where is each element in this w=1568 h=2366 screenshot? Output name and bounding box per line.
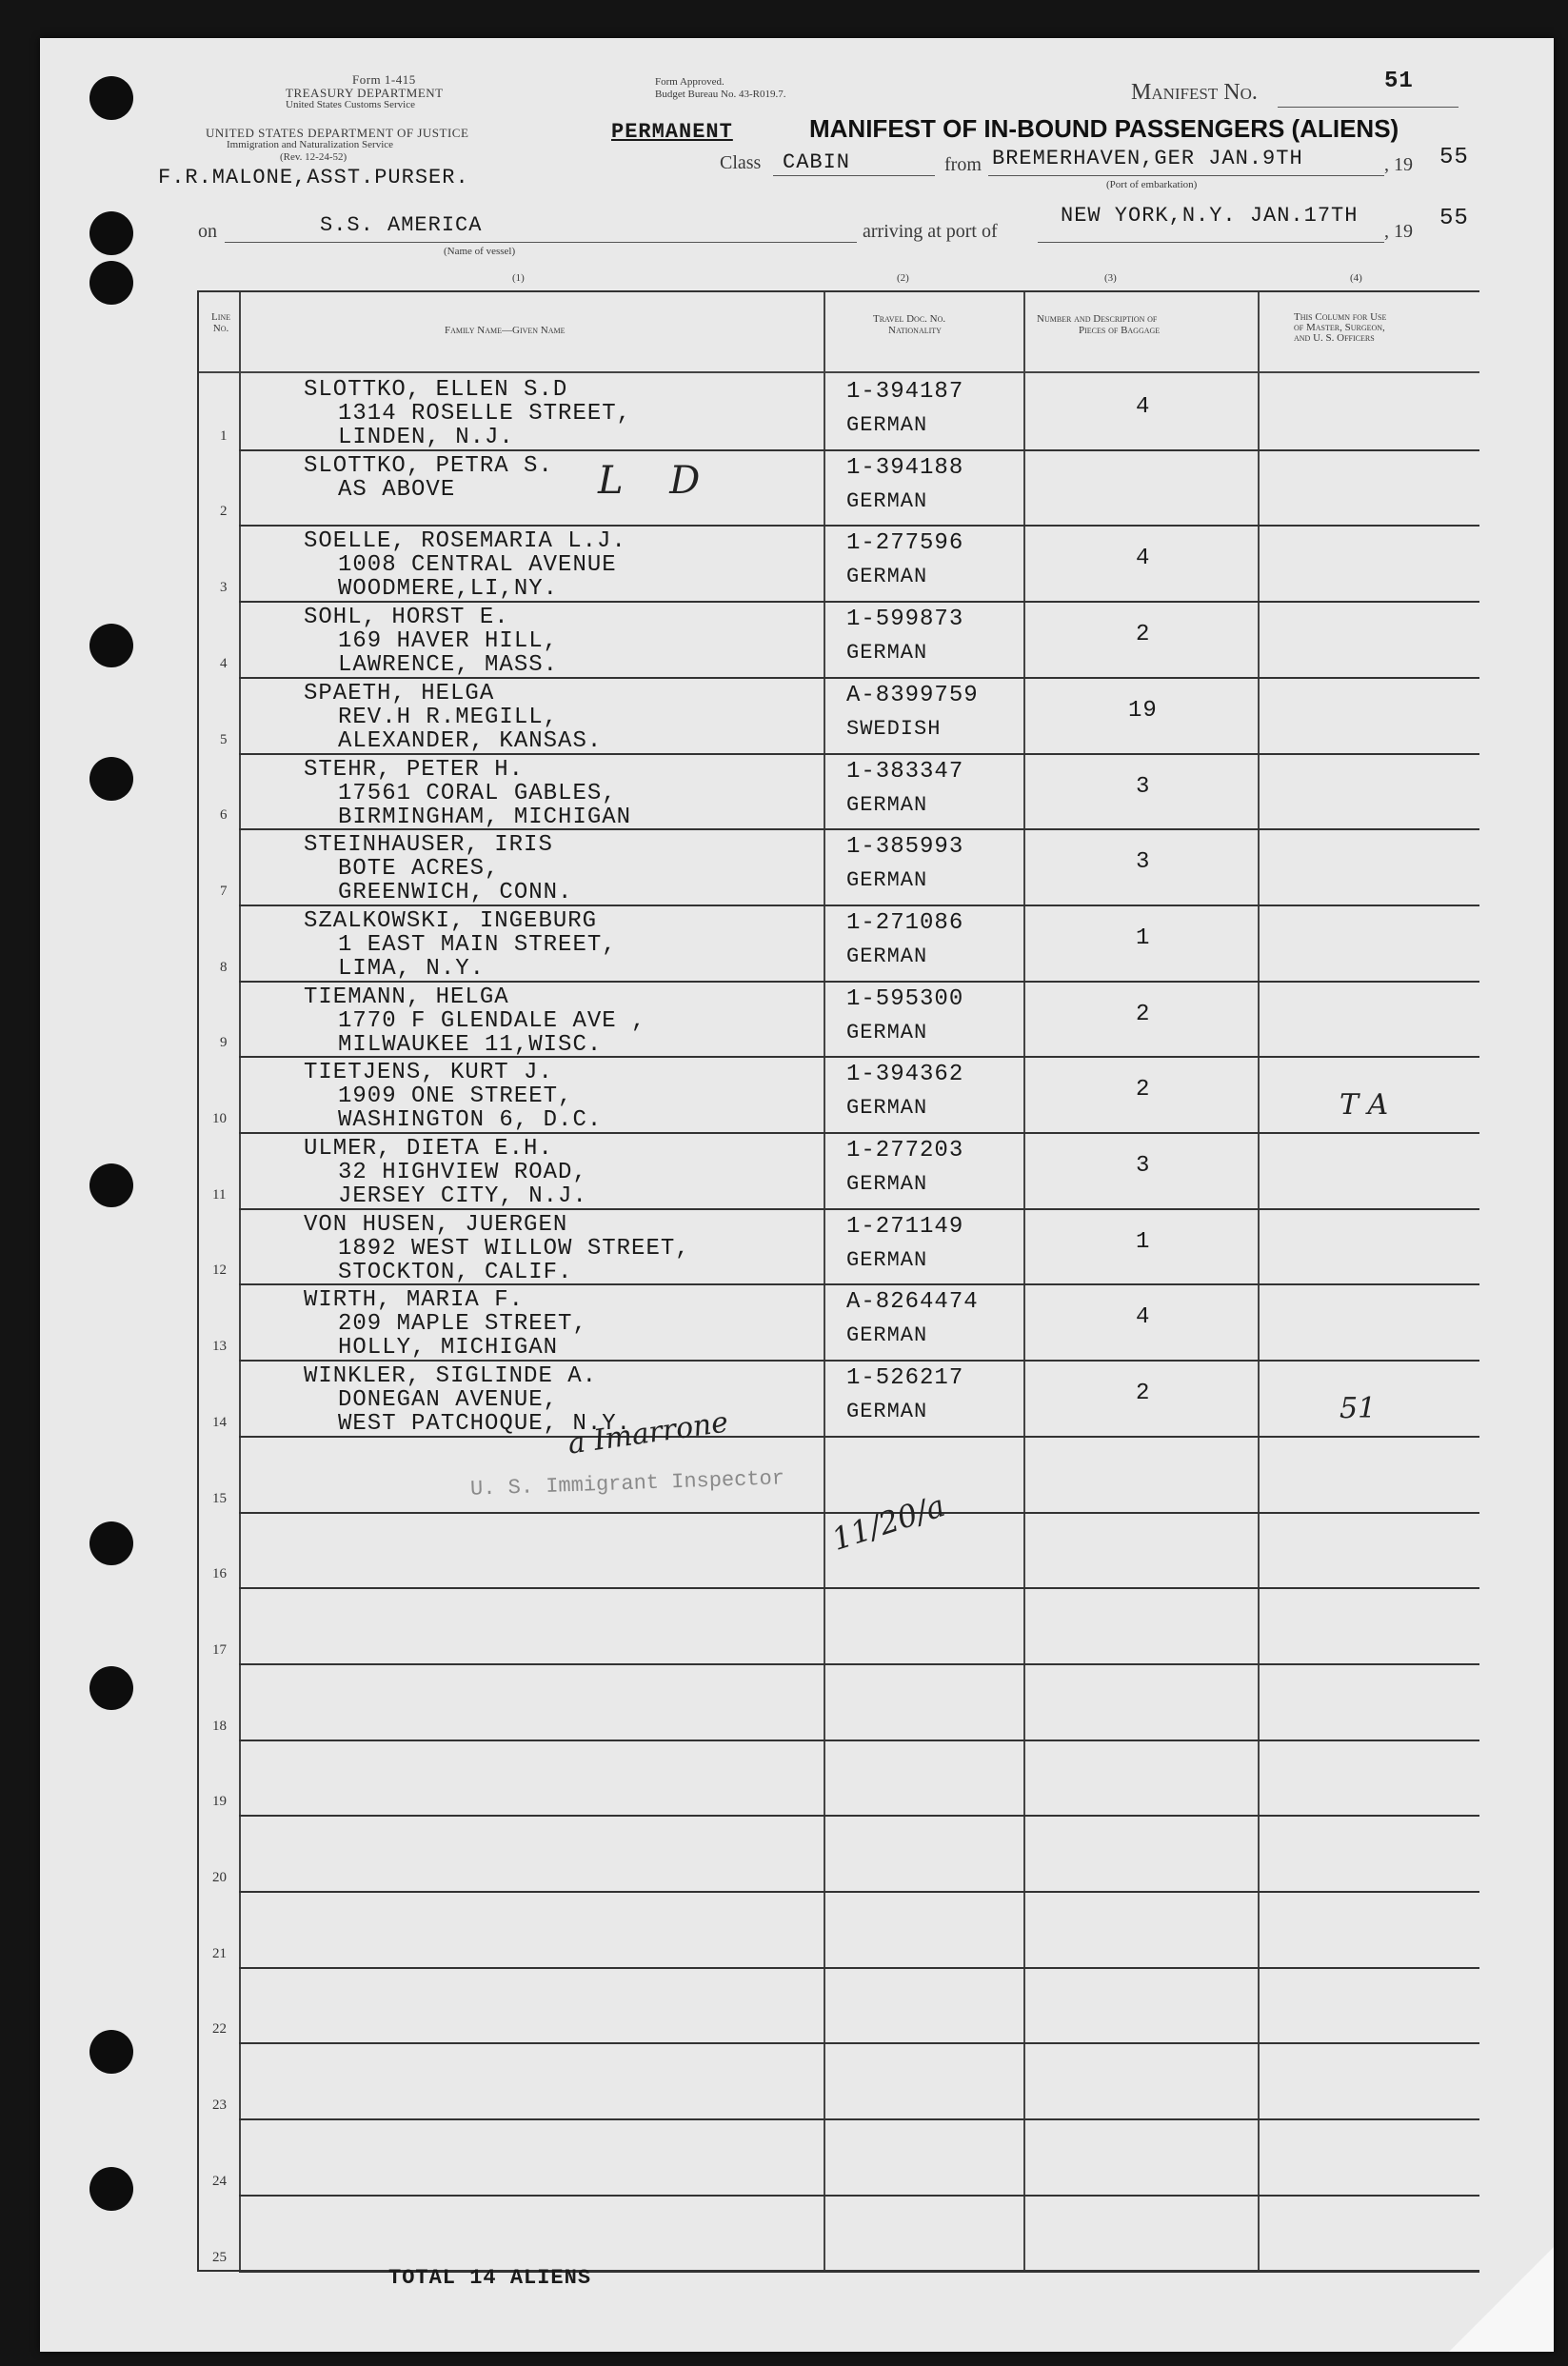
passenger-name: WIRTH, MARIA F. bbox=[304, 1287, 525, 1314]
row-rule bbox=[239, 2118, 1479, 2120]
ld-mark: L D bbox=[598, 459, 718, 503]
line-number: 3 bbox=[220, 580, 228, 596]
arrival-underline bbox=[1038, 242, 1384, 243]
row-rule bbox=[239, 2042, 1479, 2044]
punch-hole bbox=[89, 1163, 133, 1207]
line-number: 22 bbox=[212, 2021, 227, 2038]
line-number: 18 bbox=[212, 1718, 227, 1734]
line-number: 19 bbox=[212, 1794, 227, 1810]
line-number: 17 bbox=[212, 1641, 227, 1658]
form-approved: Form Approved. bbox=[655, 76, 724, 88]
year-prefix-2: , 19 bbox=[1384, 221, 1413, 242]
class-value: CABIN bbox=[783, 150, 851, 174]
passenger-address-2: LAWRENCE, MASS. bbox=[338, 652, 559, 679]
passenger-address-2: LINDEN, N.J. bbox=[338, 425, 514, 450]
line-number: 20 bbox=[212, 1870, 227, 1885]
from-value: BREMERHAVEN,GER JAN.9TH bbox=[992, 147, 1303, 170]
line-number: 2 bbox=[220, 504, 228, 520]
baggage-count: 4 bbox=[1136, 1304, 1151, 1331]
passenger-name: WINKLER, SIGLINDE A. bbox=[304, 1363, 598, 1390]
class-label: Class bbox=[720, 152, 762, 173]
punch-hole bbox=[89, 261, 133, 305]
nationality: GERMAN bbox=[846, 792, 928, 817]
col-num-4: (4) bbox=[1350, 272, 1362, 284]
header-rule bbox=[199, 371, 1479, 373]
year-prefix-1: , 19 bbox=[1384, 154, 1413, 175]
vessel-caption: (Name of vessel) bbox=[444, 246, 516, 257]
line-number: 23 bbox=[212, 2098, 227, 2114]
nationality: GERMAN bbox=[846, 488, 928, 513]
punch-hole bbox=[89, 76, 133, 120]
punch-hole bbox=[89, 2167, 133, 2211]
passenger-address-1: DONEGAN AVENUE, bbox=[338, 1387, 559, 1414]
travel-doc-number: 1-394187 bbox=[846, 379, 964, 405]
permanent-label: PERMANENT bbox=[611, 120, 733, 144]
nationality: GERMAN bbox=[846, 1096, 928, 1121]
col-divider-bags bbox=[1258, 292, 1260, 2270]
passenger-address-2: JERSEY CITY, N.J. bbox=[338, 1183, 587, 1209]
travel-doc-number: 1-526217 bbox=[846, 1365, 964, 1392]
passenger-name: SPAETH, HELGA bbox=[304, 680, 495, 706]
row-rule bbox=[239, 525, 1479, 527]
line-number: 6 bbox=[220, 807, 228, 824]
line-number: 15 bbox=[212, 1490, 227, 1506]
passenger-address-1: REV.H R.MEGILL, bbox=[338, 704, 559, 730]
row-rule bbox=[239, 1740, 1479, 1741]
from-label: from bbox=[944, 154, 982, 175]
date-note: 11/20/a bbox=[827, 1487, 949, 1558]
vessel-name: S.S. AMERICA bbox=[320, 213, 483, 237]
passenger-address-1: 1892 WEST WILLOW STREET, bbox=[338, 1235, 690, 1262]
line-number: 9 bbox=[220, 1035, 228, 1051]
customs-service: United States Customs Service bbox=[286, 99, 415, 110]
arriving-label: arriving at port of bbox=[863, 221, 998, 242]
nationality: GERMAN bbox=[846, 1020, 928, 1044]
col-num-1: (1) bbox=[512, 272, 525, 284]
line-number: 8 bbox=[220, 959, 228, 975]
nationality: SWEDISH bbox=[846, 716, 942, 741]
passenger-name: SLOTTKO, ELLEN S.D bbox=[304, 377, 568, 403]
baggage-count: 4 bbox=[1136, 546, 1151, 572]
passenger-address-1: 1909 ONE STREET, bbox=[338, 1084, 573, 1110]
manifest-page bbox=[40, 38, 1554, 2352]
arrival-value: NEW YORK,N.Y. JAN.17TH bbox=[1061, 204, 1359, 228]
purser-name: F.R.MALONE,ASST.PURSER. bbox=[158, 166, 469, 189]
row-rule bbox=[239, 2195, 1479, 2197]
line-number: 16 bbox=[212, 1566, 227, 1582]
travel-doc-number: 1-271149 bbox=[846, 1213, 964, 1240]
folded-corner bbox=[1449, 2247, 1554, 2352]
travel-doc-number: 1-383347 bbox=[846, 758, 964, 785]
passenger-address-1: 1 EAST MAIN STREET, bbox=[338, 931, 617, 958]
passenger-address-1: 1314 ROSELLE STREET, bbox=[338, 401, 632, 427]
line-number: 4 bbox=[220, 655, 228, 671]
line-number: 21 bbox=[212, 1945, 227, 1961]
inspector-stamp: U. S. Immigrant Inspector bbox=[469, 1466, 785, 1501]
vessel-underline bbox=[225, 242, 857, 243]
passenger-address-1: AS ABOVE bbox=[338, 476, 456, 503]
hdr-officers-1: This Column for Use bbox=[1294, 311, 1387, 323]
hdr-baggage-2: Pieces of Baggage bbox=[1079, 325, 1161, 336]
on-label: on bbox=[198, 221, 217, 242]
baggage-count: 1 bbox=[1136, 925, 1151, 951]
manifest-no-value: 51 bbox=[1384, 69, 1414, 94]
manifest-no-underline bbox=[1278, 107, 1459, 108]
passenger-table bbox=[197, 290, 1479, 2272]
passenger-name: ULMER, DIETA E.H. bbox=[304, 1136, 553, 1162]
baggage-count: 2 bbox=[1136, 1381, 1151, 1407]
row-rule bbox=[239, 1815, 1479, 1817]
line-number: 25 bbox=[212, 2249, 227, 2265]
baggage-count: 3 bbox=[1136, 1153, 1151, 1179]
passenger-name: STEINHAUSER, IRIS bbox=[304, 832, 553, 859]
nationality: GERMAN bbox=[846, 1400, 928, 1424]
col-divider-name bbox=[824, 292, 825, 2270]
passenger-address-2: ALEXANDER, KANSAS. bbox=[338, 727, 603, 754]
travel-doc-number: 1-277596 bbox=[846, 530, 964, 557]
col-divider-lineno bbox=[239, 292, 241, 2270]
passenger-address-2: LIMA, N.Y. bbox=[338, 955, 486, 982]
passenger-name: VON HUSEN, JUERGEN bbox=[304, 1211, 568, 1238]
nationality: GERMAN bbox=[846, 1247, 928, 1272]
nationality: GERMAN bbox=[846, 413, 928, 437]
travel-doc-number: A-8264474 bbox=[846, 1289, 979, 1316]
nationality: GERMAN bbox=[846, 868, 928, 893]
hdr-baggage-1: Number and Description of bbox=[1037, 313, 1158, 325]
class-underline bbox=[773, 175, 935, 176]
officer-note: T A bbox=[1340, 1088, 1389, 1123]
col-num-3: (3) bbox=[1104, 272, 1117, 284]
hdr-nationality: Nationality bbox=[888, 325, 942, 336]
treasury-dept: TREASURY DEPARTMENT bbox=[286, 86, 444, 100]
line-number: 13 bbox=[212, 1339, 227, 1355]
baggage-count: 1 bbox=[1136, 1228, 1151, 1255]
form-number: Form 1-415 bbox=[352, 72, 416, 87]
justice-dept: UNITED STATES DEPARTMENT OF JUSTICE bbox=[206, 126, 469, 140]
passenger-address-1: 1770 F GLENDALE AVE , bbox=[338, 1007, 646, 1034]
punch-hole bbox=[89, 2030, 133, 2074]
passenger-address-2: GREENWICH, CONN. bbox=[338, 880, 573, 906]
baggage-count: 3 bbox=[1136, 849, 1151, 876]
baggage-count: 19 bbox=[1128, 697, 1158, 724]
travel-doc-number: 1-394362 bbox=[846, 1062, 964, 1088]
col-divider-doc bbox=[1023, 292, 1025, 2270]
row-rule bbox=[239, 1891, 1479, 1893]
passenger-name: SZALKOWSKI, INGEBURG bbox=[304, 907, 598, 934]
punch-hole bbox=[89, 757, 133, 801]
year-value-2: 55 bbox=[1439, 206, 1469, 231]
passenger-address-1: BOTE ACRES, bbox=[338, 856, 500, 883]
passenger-address-2: MILWAUKEE 11,WISC. bbox=[338, 1031, 603, 1058]
line-number: 7 bbox=[220, 883, 228, 899]
nationality: GERMAN bbox=[846, 565, 928, 589]
total-aliens: TOTAL 14 ALIENS bbox=[388, 2266, 592, 2290]
travel-doc-number: 1-595300 bbox=[846, 985, 964, 1012]
passenger-name: TIETJENS, KURT J. bbox=[304, 1060, 553, 1086]
immigration-service: Immigration and Naturalization Service bbox=[227, 139, 394, 150]
passenger-address-1: 32 HIGHVIEW ROAD, bbox=[338, 1160, 587, 1185]
passenger-name: SOELLE, ROSEMARIA L.J. bbox=[304, 528, 626, 555]
nationality: GERMAN bbox=[846, 944, 928, 968]
travel-doc-number: 1-385993 bbox=[846, 834, 964, 861]
baggage-count: 2 bbox=[1136, 622, 1151, 648]
punch-hole bbox=[89, 1666, 133, 1710]
travel-doc-number: A-8399759 bbox=[846, 682, 979, 708]
baggage-count: 2 bbox=[1136, 1077, 1151, 1103]
nationality: GERMAN bbox=[846, 1323, 928, 1348]
hdr-officers-2: of Master, Surgeon, bbox=[1294, 322, 1385, 333]
budget-bureau: Budget Bureau No. 43-R019.7. bbox=[655, 89, 786, 100]
from-underline bbox=[988, 175, 1384, 176]
row-rule bbox=[239, 1663, 1479, 1665]
line-number: 14 bbox=[212, 1414, 227, 1430]
passenger-address-2: WOODMERE,LI,NY. bbox=[338, 576, 559, 603]
line-number: 24 bbox=[212, 2173, 227, 2189]
punch-hole bbox=[89, 211, 133, 255]
line-number: 10 bbox=[212, 1111, 227, 1126]
passenger-address-1: 17561 CORAL GABLES, bbox=[338, 780, 617, 806]
baggage-count: 3 bbox=[1136, 773, 1151, 800]
travel-doc-number: 1-277203 bbox=[846, 1138, 964, 1163]
passenger-address-2: BIRMINGHAM, MICHIGAN bbox=[338, 804, 632, 830]
passenger-address-2: HOLLY, MICHIGAN bbox=[338, 1335, 559, 1362]
passenger-address-1: 1008 CENTRAL AVENUE bbox=[338, 552, 617, 579]
nationality: GERMAN bbox=[846, 641, 928, 666]
year-value-1: 55 bbox=[1439, 145, 1469, 170]
passenger-name: SLOTTKO, PETRA S. bbox=[304, 452, 553, 479]
hdr-travel-doc: Travel Doc. No. bbox=[873, 313, 946, 325]
passenger-address-1: 169 HAVER HILL, bbox=[338, 628, 559, 655]
hdr-line-no: Line No. bbox=[210, 311, 231, 334]
punch-hole bbox=[89, 624, 133, 667]
baggage-count: 4 bbox=[1136, 394, 1151, 420]
revision-date: (Rev. 12-24-52) bbox=[280, 151, 347, 163]
travel-doc-number: 1-271086 bbox=[846, 909, 964, 936]
passenger-name: SOHL, HORST E. bbox=[304, 605, 509, 631]
line-number: 1 bbox=[220, 427, 228, 444]
row-rule bbox=[239, 1587, 1479, 1589]
row-rule bbox=[239, 1967, 1479, 1969]
passenger-address-2: WASHINGTON 6, D.C. bbox=[338, 1107, 603, 1134]
nationality: GERMAN bbox=[846, 1172, 928, 1196]
passenger-address-1: 209 MAPLE STREET, bbox=[338, 1311, 587, 1338]
travel-doc-number: 1-394188 bbox=[846, 454, 964, 481]
manifest-no-label: Manifest No. bbox=[1131, 80, 1258, 105]
travel-doc-number: 1-599873 bbox=[846, 606, 964, 633]
hdr-officers-3: and U. S. Officers bbox=[1294, 332, 1375, 344]
passenger-address-2: STOCKTON, CALIF. bbox=[338, 1259, 573, 1285]
hdr-family-name: Family Name—Given Name bbox=[445, 325, 566, 336]
line-number: 12 bbox=[212, 1263, 227, 1279]
inspector-signature: a Imarrone bbox=[566, 1405, 731, 1461]
manifest-title: MANIFEST OF IN-BOUND PASSENGERS (ALIENS) bbox=[809, 114, 1399, 143]
officer-note: 51 bbox=[1340, 1392, 1377, 1426]
port-embark-caption: (Port of embarkation) bbox=[1106, 179, 1198, 190]
col-num-2: (2) bbox=[897, 272, 909, 284]
baggage-count: 2 bbox=[1136, 1001, 1151, 1027]
passenger-name: TIEMANN, HELGA bbox=[304, 984, 509, 1010]
passenger-address-2: WEST PATCHOQUE, N.Y. bbox=[338, 1411, 632, 1438]
punch-hole bbox=[89, 1521, 133, 1565]
line-number: 11 bbox=[212, 1186, 227, 1203]
line-number: 5 bbox=[220, 731, 228, 747]
passenger-name: STEHR, PETER H. bbox=[304, 756, 525, 783]
